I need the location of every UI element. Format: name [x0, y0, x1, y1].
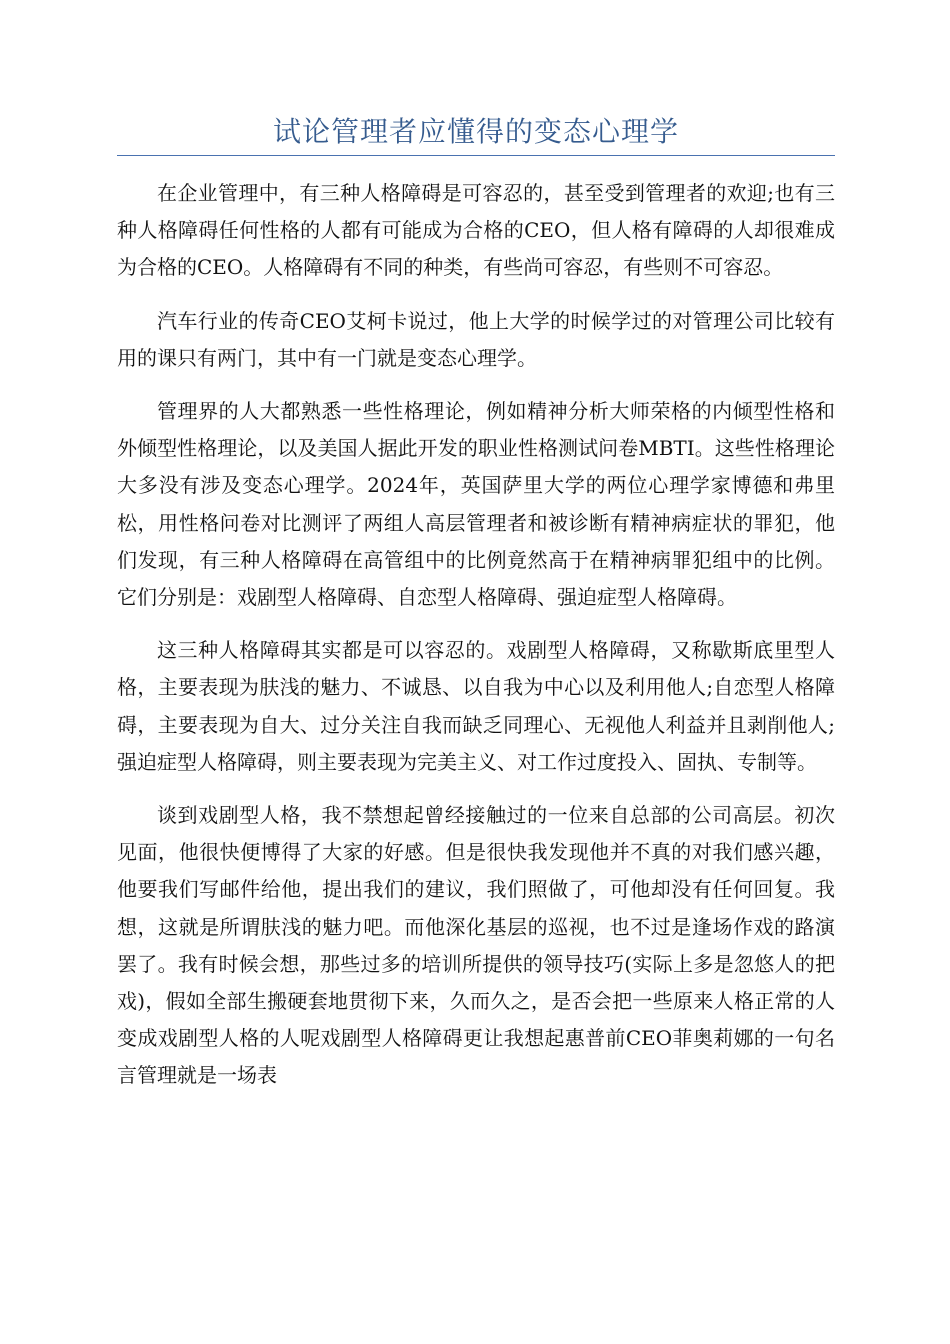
- paragraph: 在企业管理中，有三种人格障碍是可容忍的，甚至受到管理者的欢迎;也有三种人格障碍任何性格的人都有可能成为合格的CEO，但人格有障碍的人却很难成为合格的CEO。人格障碍有不同的种类，有些尚可容忍，有些则不可容忍。: [117, 181, 835, 280]
- document-body: [117, 175, 835, 1111]
- paragraph: 管理界的人大都熟悉一些性格理论，例如精神分析大师荣格的内倾型性格和外倾型性格理论，以及美国人据此开发的职业性格测试问卷MBTI。这些性格理论大多没有涉及变态心理学。2024年，英国萨里大学的两位心理学家博德和弗里松，用性格问卷对比测评了两组人高层管理者和被诊断有精神病症状的罪犯，他们发现，有三种人格障碍在高管组中的比例竟然高于在精神病罪犯组中的比例。它们分别是：戏剧型人格障碍、自恋型人格障碍、强迫症型人格障碍。: [117, 399, 835, 610]
- document-title: 试论管理者应懂得的变态心理学: [272, 115, 679, 148]
- paragraph: 谈到戏剧型人格，我不禁想起曾经接触过的一位来自总部的公司高层。初次见面，他很快便博得了大家的好感。但是很快我发现他并不真的对我们感兴趣，他要我们写邮件给他，提出我们的建议，我们照做了，可他却没有任何回复。我想，这就是所谓肤浅的魅力吧。而他深化基层的巡视，也不过是逢场作戏的路演罢了。我有时候会想，那些过多的培训所提供的领导技巧(实际上多是忽悠人的把戏)，假如全部生搬硬套地贯彻下来，久而久之，是否会把一些原来人格正常的人变成戏剧型人格的人呢戏剧型人格障碍更让我想起惠普前CEO菲奥莉娜的一句名言管理就是一场表: [117, 803, 835, 1088]
- paragraph: 这三种人格障碍其实都是可以容忍的。戏剧型人格障碍，又称歇斯底里型人格，主要表现为肤浅的魅力、不诚恳、以自我为中心以及利用他人;自恋型人格障碍，主要表现为自大、过分关注自我而缺乏同理心、无视他人利益并且剥削他人;强迫症型人格障碍，则主要表现为完美主义、对工作过度投入、固执、专制等。: [117, 638, 835, 774]
- paragraph: 汽车行业的传奇CEO艾柯卡说过，他上大学的时候学过的对管理公司比较有用的课只有两门，其中有一门就是变态心理学。: [117, 308, 835, 370]
- title-underline: [117, 155, 835, 156]
